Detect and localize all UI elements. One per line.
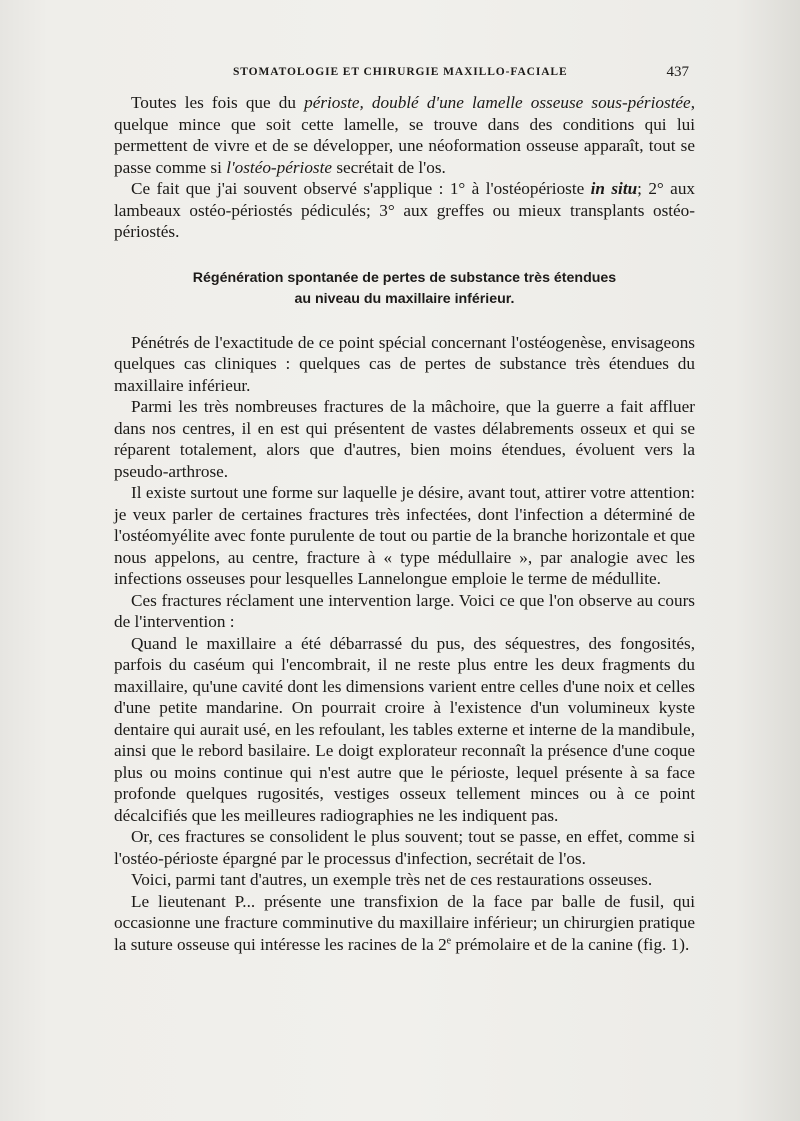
running-title: STOMATOLOGIE ET CHIRURGIE MAXILLO-FACIALE bbox=[233, 66, 568, 78]
paragraph-1-text-a: Toutes les fois que du bbox=[131, 93, 305, 112]
paragraph-1-italic-periosteum: périoste, doublé d'une lamelle osseuse sous-périostée bbox=[304, 93, 691, 112]
superscript-e: e bbox=[446, 934, 452, 946]
paragraph-2 bbox=[114, 178, 695, 243]
paragraph-10-text-b: prémolaire et de la canine (fig. 1). bbox=[451, 934, 690, 954]
paragraph-3: Pénétrés de l'exactitude de ce point spécial concernant l'ostéogenèse, envisageons quelques cas cliniques : quelques cas de pertes de substance très étendues du maxillaire inférieur. bbox=[114, 332, 695, 395]
page-body bbox=[114, 92, 695, 955]
paragraph-5: Il existe surtout une forme sur laquelle je désire, avant tout, attirer votre attention: je veux parler de certaines fractures très infectées, dont l'infection a déterminé de l'ostéomyélite avec fonte purulente de tout ou partie de la branche horizontale et que nous appelons, au centre, fracture à « type médullaire », par analogie avec les infections osseuses pour lesquelles Lannelongue emploie le terme de médullite. bbox=[114, 483, 695, 588]
paragraph-4: Parmi les très nombreuses fractures de la mâchoire, que la guerre a fait affluer dans nos centres, il en est qui présentent de vastes délabrements osseux et qui se réparent totalement, alors que d'autres, bien moins étendues, évoluent vers la pseudo-arthrose. bbox=[114, 397, 695, 481]
section-title-line-2: au niveau du maxillaire inférieur. bbox=[294, 290, 515, 307]
paragraph-1-italic-osteo-periosteum: l'ostéo-périoste bbox=[226, 157, 333, 177]
paragraph-1-text-e: secrétait de l'os. bbox=[332, 157, 446, 177]
paragraph-2-italic-in-situ: in situ bbox=[590, 179, 638, 198]
section-title bbox=[114, 268, 695, 310]
page-number: 437 bbox=[666, 64, 689, 80]
paragraph-1-text-c: , quelque mince que soit cette lamelle, se trouve dans des conditions qui lui permettent de vivre et de se développer, une néoformation osseuse apparaît, tout se passe comme si bbox=[114, 93, 695, 177]
paragraph-2-text-a: Ce fait que j'ai souvent observé s'applique : 1° à l'ostéopérioste bbox=[131, 179, 591, 198]
paragraph-2-text-c: ; 2° aux lambeaux ostéo-périostés pédiculés; 3° aux greffes ou mieux transplants ostéo-périostés. bbox=[114, 179, 696, 241]
paragraph-6: Ces fractures réclament une intervention large. Voici ce que l'on observe au cours de l'intervention : bbox=[114, 590, 695, 631]
paragraph-7: Quand le maxillaire a été débarrassé du pus, des séquestres, des fongosités, parfois du caséum qui l'encombrait, il ne reste plus entre les deux fragments du maxillaire, qu'une cavité dont les dimensions varient entre celles d'une noix et celles d'une petite mandarine. On pourrait croire à l'existence d'un volumineux kyste dentaire qui aurait usé, en les refoulant, les tables externe et interne de la mandibule, ainsi que le rebord basilaire. Le doigt explorateur reconnaît la présence d'une coque plus ou moins continue qui n'est autre que le périoste, lequel présente à sa face profonde quelques rugosités, vestiges osseux tellement minces ou à ce point décalcifiés que les meilleures radiographies ne les indiquent pas. bbox=[114, 633, 695, 825]
section-title-line-1: Régénération spontanée de pertes de substance très étendues bbox=[192, 269, 617, 286]
page-header bbox=[115, 64, 695, 84]
paragraph-1 bbox=[114, 92, 695, 178]
paragraph-10 bbox=[114, 891, 695, 956]
paragraph-9: Voici, parmi tant d'autres, un exemple très net de ces restaurations osseuses. bbox=[131, 870, 653, 889]
paragraph-10-text-a: Le lieutenant P... présente une transfixion de la face par balle de fusil, qui occasionne une fracture comminutive du maxillaire inférieur; un chirurgien pratique la suture osseuse qui intéresse les racines de la 2 bbox=[114, 891, 695, 954]
paragraph-8: Or, ces fractures se consolident le plus souvent; tout se passe, en effet, comme si l'ostéo-périoste épargné par le processus d'infection, secrétait de l'os. bbox=[114, 827, 695, 868]
